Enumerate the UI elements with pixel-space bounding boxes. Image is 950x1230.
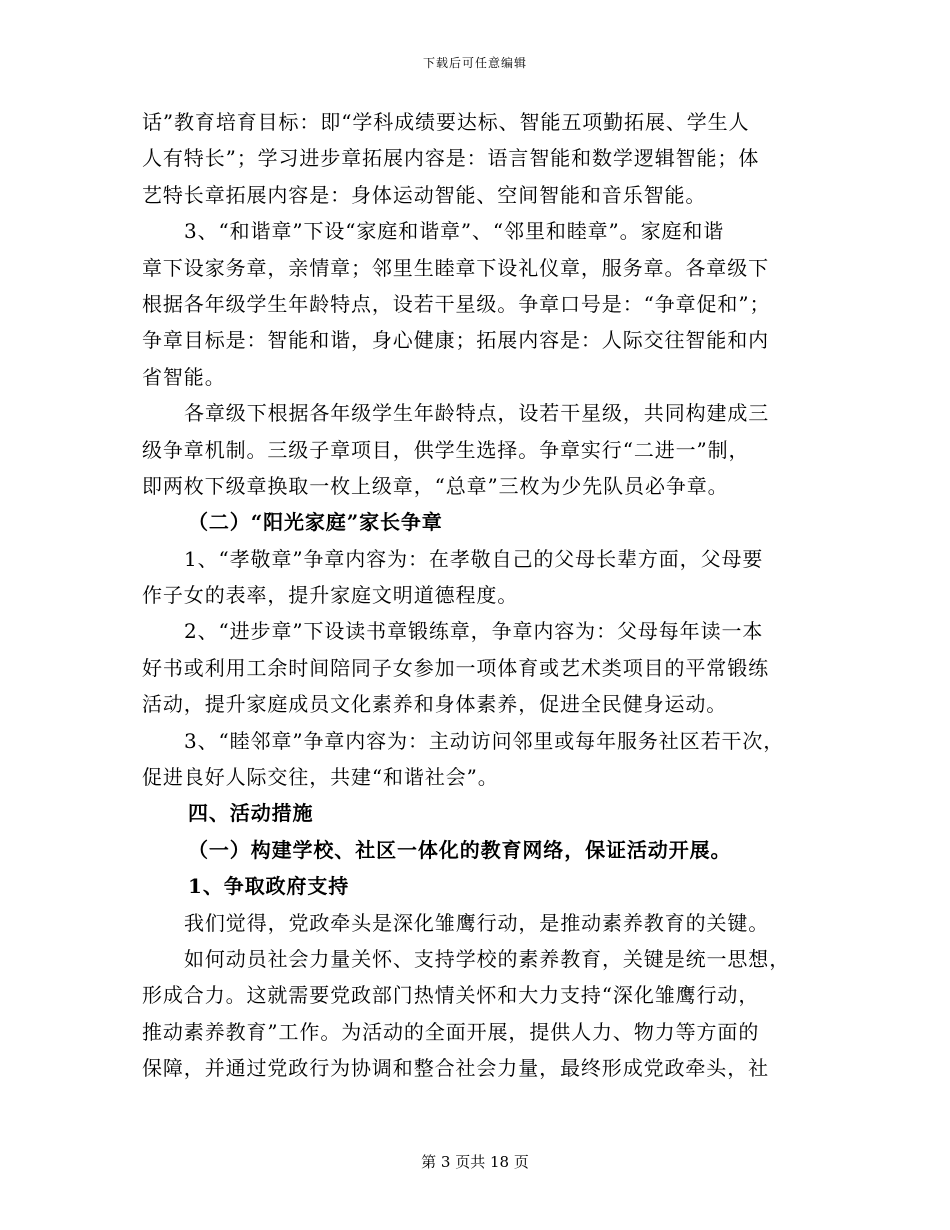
text-line: 3、“睦邻章”争章内容为：主动访问邻里或每年服务社区若干次，: [184, 728, 785, 753]
text-line: 根据各年级学生年龄特点，设若干星级。争章口号是：“争章促和”；: [142, 291, 771, 316]
text-line: 话”教育培育目标：即“学科成绩要达标、智能五项勤拓展、学生人: [142, 110, 750, 134]
text-line: 形成合力。这就需要党政部门热情关怀和大力支持“深化雏鹰行动，: [142, 983, 760, 1008]
text-line: 级争章机制。三级子章项目，供学生选择。争章实行“二进一”制，: [142, 437, 750, 462]
text-line: 争章目标是：智能和谐，身心健康；拓展内容是：人际交往智能和内: [142, 328, 769, 353]
section-heading: 1、争取政府支持: [188, 874, 350, 899]
section-heading: （一）构建学校、社区一体化的教育网络，保证活动开展。: [188, 837, 732, 862]
page-footer: 第 3 页共 18 页: [421, 1153, 529, 1171]
text-line: 促进良好人际交往，共建“和谐社会”。: [142, 765, 499, 790]
text-line: 保障，并通过党政行为协调和整合社会力量，最终形成党政牵头，社: [142, 1056, 769, 1081]
text-line: 即两枚下级章换取一枚上级章，“总章”三枚为少先队员必争章。: [142, 473, 729, 498]
text-line: 如何动员社会力量关怀、支持学校的素养教育，关键是统一思想，: [184, 946, 791, 971]
text-line: 好书或利用工余时间陪同子女参加一项体育或艺术类项目的平常锻练: [142, 655, 769, 680]
text-line: 推动素养教育”工作。为活动的全面开展，提供人力、物力等方面的: [142, 1019, 760, 1044]
text-line: 各章级下根据各年级学生年龄特点，设若干星级，共同构建成三: [184, 401, 770, 426]
text-line: 1、“孝敬章”争章内容为：在孝敬自己的父母长辈方面，父母要: [184, 546, 764, 571]
text-line: 章下设家务章，亲情章；邻里生睦章下设礼仪章，服务章。各章级下: [142, 255, 769, 280]
document-body: [142, 104, 822, 1087]
section-heading: （二）“阳光家庭”家长争章: [188, 510, 443, 535]
text-line: 艺特长章拓展内容是：身体运动智能、空间智能和音乐智能。: [142, 182, 707, 207]
text-line: 我们觉得，党政牵头是深化雏鹰行动，是推动素养教育的关键。: [184, 910, 770, 935]
text-line: 活动，提升家庭成员文化素养和身体素养，促进全民健身运动。: [142, 692, 728, 717]
text-line: 3、“和谐章”下设“家庭和谐章”、“邻里和睦章”。家庭和谐: [184, 219, 725, 244]
text-line: 人有特长”；学习进步章拓展内容是：语言智能和数学逻辑智能；体: [142, 146, 760, 171]
section-heading: 四、活动措施: [188, 801, 314, 826]
text-line: 2、“进步章”下设读书章锻练章，争章内容为：父母每年读一本: [184, 619, 764, 644]
text-line: 省智能。: [142, 364, 226, 389]
page-header: 下载后可任意编辑: [422, 56, 527, 70]
text-line: 作子女的表率，提升家庭文明道德程度。: [142, 583, 519, 608]
